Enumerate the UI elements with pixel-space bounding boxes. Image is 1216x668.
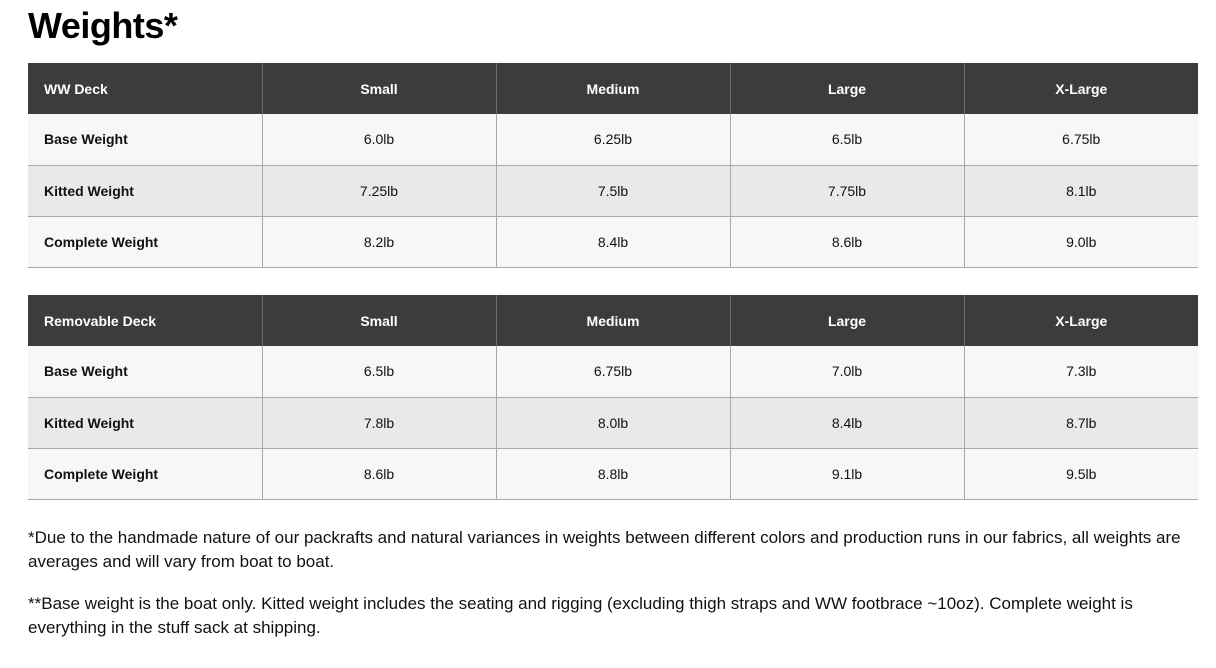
table-row: [28, 216, 1198, 267]
column-header-x-large: X-Large: [964, 63, 1198, 114]
table-header-row: [28, 295, 1198, 346]
weight-cell: 7.5lb: [496, 165, 730, 216]
weight-cell: 6.5lb: [730, 114, 964, 165]
removable-deck-weights-table: [28, 295, 1198, 500]
weight-cell: 8.6lb: [262, 448, 496, 499]
table-row: [28, 165, 1198, 216]
weight-cell: 8.4lb: [730, 397, 964, 448]
page-title: Weights*: [28, 5, 178, 46]
column-header-medium: Medium: [496, 295, 730, 346]
column-header-small: Small: [262, 295, 496, 346]
table-row: [28, 114, 1198, 165]
column-header-x-large: X-Large: [964, 295, 1198, 346]
ww-deck-weights-table: [28, 63, 1198, 268]
weight-cell: 6.75lb: [964, 114, 1198, 165]
row-label: Kitted Weight: [28, 165, 262, 216]
weight-cell: 6.0lb: [262, 114, 496, 165]
footnote-averages: *Due to the handmade nature of our packrafts and natural variances in weights between different colors and production runs in our fabrics, all weights are averages and will vary from boat to boat.: [28, 528, 1181, 571]
row-label: Complete Weight: [28, 448, 262, 499]
row-label: Kitted Weight: [28, 397, 262, 448]
weight-cell: 7.0lb: [730, 346, 964, 397]
weight-cell: 9.1lb: [730, 448, 964, 499]
weight-cell: 9.5lb: [964, 448, 1198, 499]
table-row: [28, 346, 1198, 397]
footnote-weight-definitions: **Base weight is the boat only. Kitted weight includes the seating and rigging (excluding thigh straps and WW footbrace ~10oz). Complete weight is everything in the stuff sack at shipping.: [28, 594, 1133, 637]
weight-cell: 9.0lb: [964, 216, 1198, 267]
weight-cell: 8.0lb: [496, 397, 730, 448]
table-row: [28, 397, 1198, 448]
column-header-deck-type: WW Deck: [28, 63, 262, 114]
weight-cell: 8.1lb: [964, 165, 1198, 216]
weight-cell: 8.2lb: [262, 216, 496, 267]
row-label: Complete Weight: [28, 216, 262, 267]
column-header-small: Small: [262, 63, 496, 114]
row-label: Base Weight: [28, 346, 262, 397]
weight-cell: 7.75lb: [730, 165, 964, 216]
weight-cell: 8.8lb: [496, 448, 730, 499]
weight-cell: 8.4lb: [496, 216, 730, 267]
column-header-large: Large: [730, 63, 964, 114]
column-header-large: Large: [730, 295, 964, 346]
weight-cell: 6.75lb: [496, 346, 730, 397]
weight-cell: 6.5lb: [262, 346, 496, 397]
weight-cell: 7.8lb: [262, 397, 496, 448]
column-header-deck-type: Removable Deck: [28, 295, 262, 346]
weight-cell: 8.6lb: [730, 216, 964, 267]
table-row: [28, 448, 1198, 499]
row-label: Base Weight: [28, 114, 262, 165]
table-header-row: [28, 63, 1198, 114]
weight-cell: 7.3lb: [964, 346, 1198, 397]
weight-cell: 7.25lb: [262, 165, 496, 216]
weight-cell: 8.7lb: [964, 397, 1198, 448]
column-header-medium: Medium: [496, 63, 730, 114]
weight-cell: 6.25lb: [496, 114, 730, 165]
